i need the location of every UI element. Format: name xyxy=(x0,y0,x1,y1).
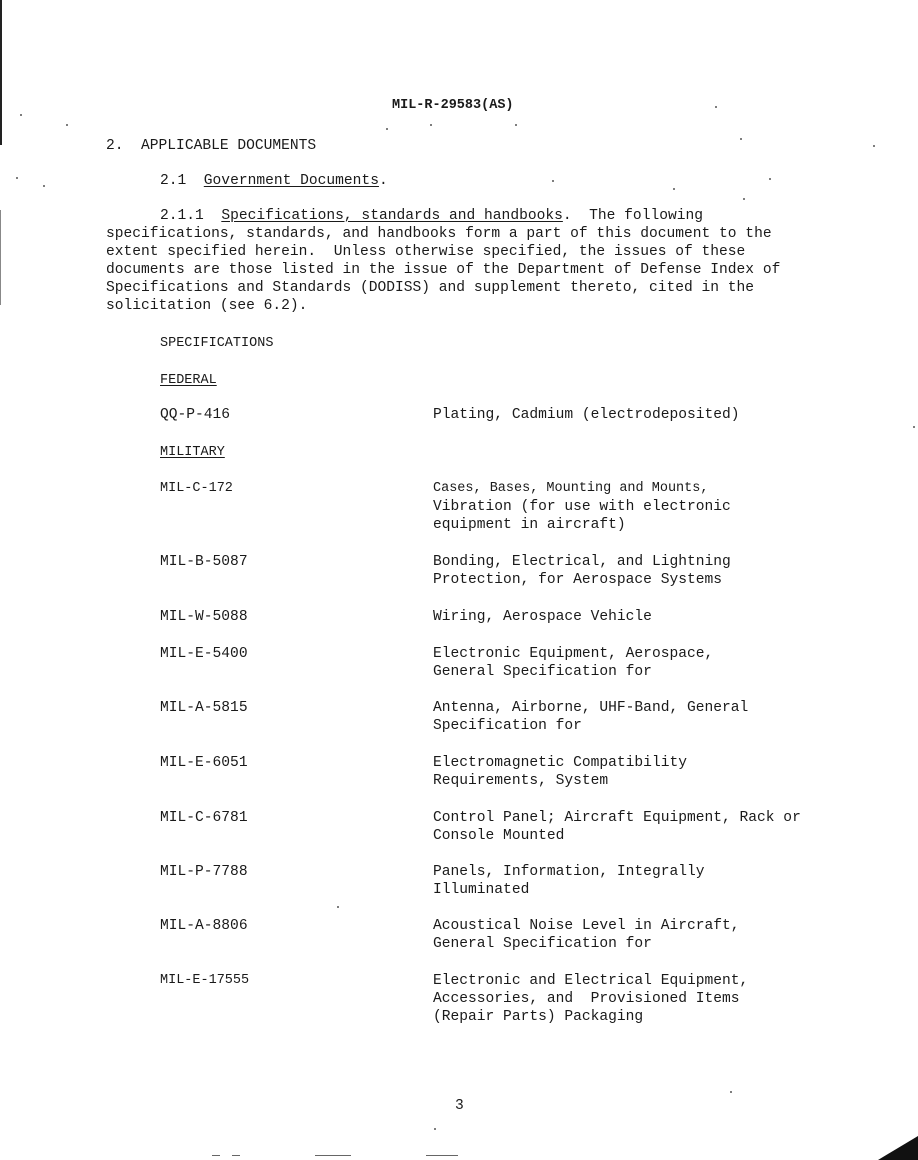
scan-dash xyxy=(315,1155,351,1156)
spec-id: MIL-C-6781 xyxy=(160,810,248,826)
spec-desc: Console Mounted xyxy=(433,828,565,844)
spec-desc: Electronic and Electrical Equipment, xyxy=(433,973,749,989)
spec-desc: Vibration (for use with electronic xyxy=(433,499,731,515)
scan-edge-line xyxy=(0,210,1,305)
paragraph-line: documents are those listed in the issue of the Department of Defense Index of xyxy=(106,262,781,278)
scan-speck xyxy=(673,188,675,190)
scan-dash xyxy=(212,1155,220,1156)
page-number: 3 xyxy=(455,1098,464,1114)
spec-desc: Antenna, Airborne, UHF-Band, General xyxy=(433,700,749,716)
spec-id: MIL-E-6051 xyxy=(160,755,248,771)
spec-desc: Plating, Cadmium (electrodeposited) xyxy=(433,407,740,423)
federal-heading: FEDERAL xyxy=(160,373,217,388)
spec-desc: Requirements, System xyxy=(433,773,609,789)
spec-id: MIL-P-7788 xyxy=(160,864,248,880)
scan-corner-artifact xyxy=(878,1136,918,1160)
spec-desc: Accessories, and Provisioned Items xyxy=(433,991,740,1007)
spec-desc: Cases, Bases, Mounting and Mounts, xyxy=(433,481,709,496)
spec-desc: Specification for xyxy=(433,718,582,734)
spec-id: MIL-E-5400 xyxy=(160,646,248,662)
section-title: APPLICABLE DOCUMENTS xyxy=(141,138,317,154)
scan-speck xyxy=(434,1128,436,1130)
spec-id: MIL-W-5088 xyxy=(160,609,248,625)
subsection-heading: 2.1 Government Documents. xyxy=(160,173,388,189)
subsection-title: Government Documents xyxy=(203,173,379,189)
spec-desc: Electromagnetic Compatibility xyxy=(433,755,687,771)
paragraph-line: specifications, standards, and handbooks form a part of this document to the xyxy=(106,226,772,242)
scan-speck xyxy=(715,106,717,108)
spec-id: MIL-B-5087 xyxy=(160,554,248,570)
spec-id: MIL-A-8806 xyxy=(160,918,248,934)
scan-speck xyxy=(20,114,22,116)
spec-desc: Protection, for Aerospace Systems xyxy=(433,572,723,588)
paragraph-line: extent specified herein. Unless otherwise specified, the issues of these xyxy=(106,244,746,260)
scan-speck xyxy=(43,185,45,187)
scan-dash xyxy=(232,1155,240,1156)
spec-desc: Control Panel; Aircraft Equipment, Rack or xyxy=(433,810,801,826)
subsection-number: 2.1 xyxy=(160,173,187,189)
spec-id: MIL-E-17555 xyxy=(160,973,250,988)
spec-desc: Panels, Information, Integrally xyxy=(433,864,705,880)
spec-desc: General Specification for xyxy=(433,664,652,680)
scan-dash xyxy=(426,1155,458,1156)
specifications-heading: SPECIFICATIONS xyxy=(160,336,274,351)
scan-speck xyxy=(386,128,388,130)
spec-desc: Electronic Equipment, Aerospace, xyxy=(433,646,714,662)
spec-desc: (Repair Parts) Packaging xyxy=(433,1009,644,1025)
scan-speck xyxy=(769,178,771,180)
spec-desc: Acoustical Noise Level in Aircraft, xyxy=(433,918,740,934)
scan-speck xyxy=(552,180,554,182)
section-number: 2. xyxy=(106,138,124,154)
scan-speck xyxy=(740,138,742,140)
scan-speck xyxy=(515,124,517,126)
paragraph-number: 2.1.1 xyxy=(160,208,204,224)
spec-desc: Wiring, Aerospace Vehicle xyxy=(433,609,652,625)
scan-edge-line xyxy=(0,0,2,145)
spec-desc: General Specification for xyxy=(433,936,652,952)
paragraph-line: Specifications and Standards (DODISS) and supplement thereto, cited in the xyxy=(106,280,755,296)
paragraph-first-line: 2.1.1 Specifications, standards and handbooks. The following xyxy=(160,208,703,224)
scan-speck xyxy=(913,426,915,428)
scan-speck xyxy=(16,177,18,179)
paragraph-title: Specifications, standards and handbooks xyxy=(221,208,563,224)
spec-desc: equipment in aircraft) xyxy=(433,517,626,533)
scan-speck xyxy=(66,124,68,126)
military-heading: MILITARY xyxy=(160,445,225,460)
paragraph-line: solicitation (see 6.2). xyxy=(106,298,308,314)
spec-id: MIL-A-5815 xyxy=(160,700,248,716)
spec-desc: Illuminated xyxy=(433,882,530,898)
scan-speck xyxy=(743,198,745,200)
spec-id: QQ-P-416 xyxy=(160,407,231,423)
scan-speck xyxy=(337,906,339,908)
scan-speck xyxy=(730,1091,732,1093)
spec-desc: Bonding, Electrical, and Lightning xyxy=(433,554,731,570)
spec-id: MIL-C-172 xyxy=(160,481,233,496)
document-number: MIL-R-29583(AS) xyxy=(392,98,514,113)
scan-speck xyxy=(430,124,432,126)
scan-speck xyxy=(873,145,875,147)
section-heading xyxy=(106,137,316,155)
